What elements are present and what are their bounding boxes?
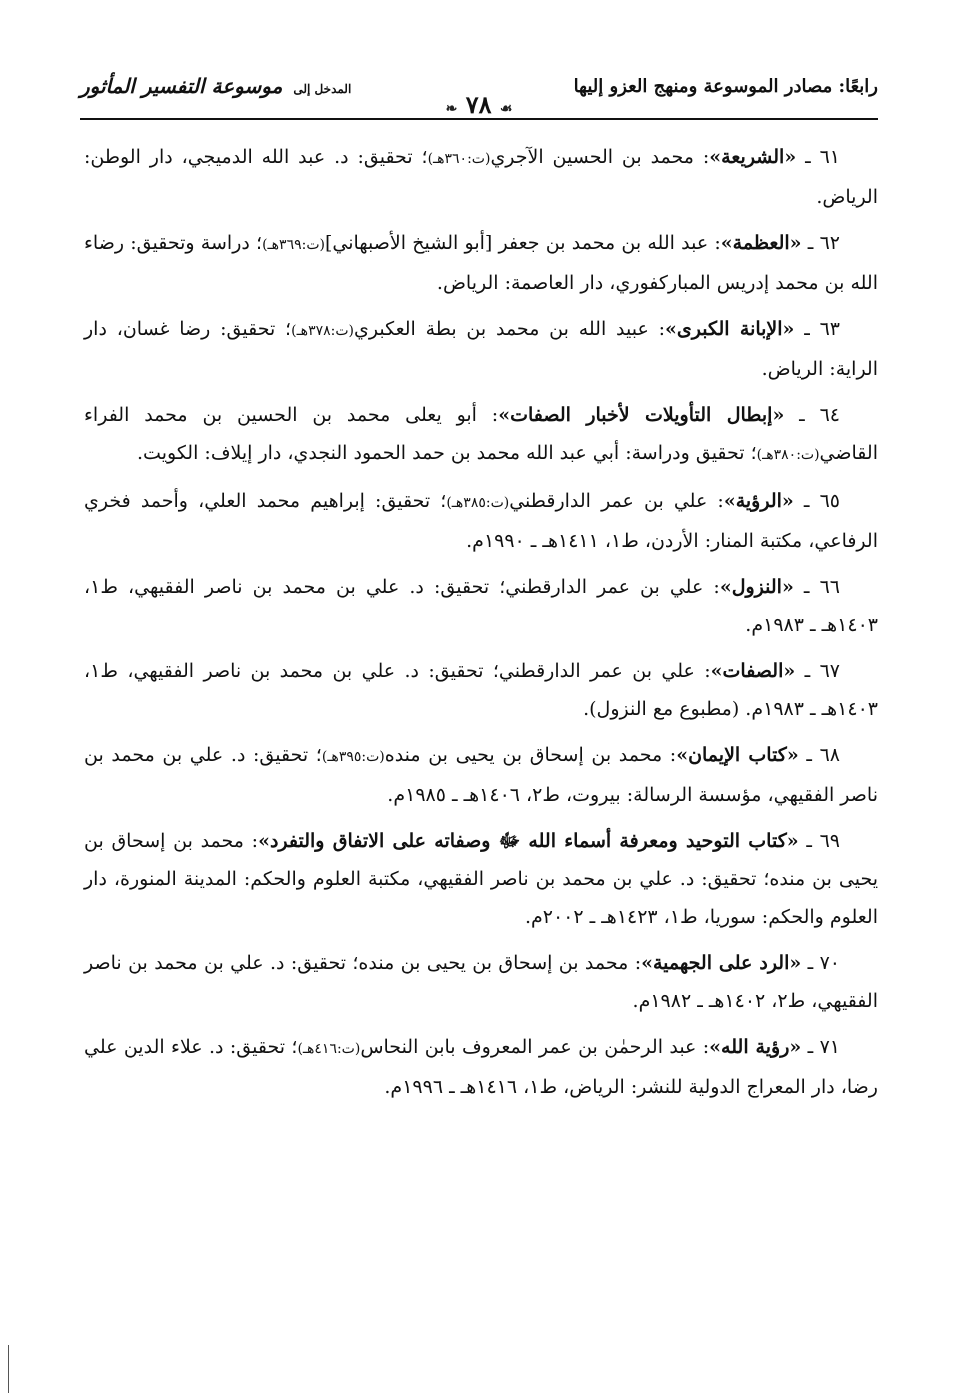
entry-death-date: (ت:٣٦٩هـ) — [262, 237, 325, 253]
entry-text: : محمد بن الحسين الآجري — [490, 146, 710, 168]
bibliography-list — [84, 138, 878, 1114]
entry-text: : علي بن عمر الدارقطني — [509, 490, 724, 512]
entry-title: «الصفات» — [710, 660, 796, 682]
entry-text: : أبو يعلى محمد بن الحسين بن محمد الفراء القاضي — [84, 404, 878, 464]
entry-title: «الرد على الجهمية» — [641, 952, 802, 974]
entry-text: ؛ تحقيق: إبراهيم محمد العلي، وأحمد فخري الرفاعي، مكتبة المنار: الأردن، ط١، ١٤١١هـ ـ ١٩٩٠م. — [84, 490, 878, 552]
entry-death-date: (ت:٤١٦هـ) — [297, 1041, 361, 1057]
entry-number: ٦٤ ـ — [799, 404, 840, 426]
entry-text: : محمد بن إسحاق بن يحيى بن منده؛ تحقيق: د. علي بن محمد بن ناصر الفقيهي، مكتبة العلوم والحكم: المدينة المنورة، دار العلوم والحكم: سوريا، ط١، ١٤٢٣هـ ـ ٢٠٠٢م. — [84, 830, 878, 928]
entry-death-date: (ت:٣٦٠هـ) — [427, 151, 491, 167]
bibliography-entry — [84, 736, 878, 814]
entry-number: ٦٥ ـ — [803, 490, 841, 512]
page-header — [80, 70, 878, 119]
entry-text: : محمد بن إسحاق بن يحيى بن منده — [384, 744, 677, 766]
entry-number: ٦٨ ـ — [806, 744, 840, 766]
section-title: رابعًا: مصادر الموسوعة ومنهج العزو إليها — [573, 76, 878, 97]
ornament-icon: ❧ — [445, 101, 458, 117]
entry-text: ؛ تحقيق: د. علاء الدين علي رضا، دار المعراج الدولية للنشر: الرياض، ط١، ١٤١٦هـ ـ ١٩٩٦م. — [84, 1036, 878, 1098]
entry-number: ٦٩ ـ — [806, 830, 841, 852]
entry-text: : علي بن عمر الدارقطني؛ تحقيق: د. علي بن محمد بن ناصر الفقيهي، ط١، ١٤٠٣هـ ـ ١٩٨٣م. (مطبوع مع النزول). — [84, 660, 878, 720]
entry-title: «كتاب الإيمان» — [676, 744, 799, 766]
entry-title: «الإبانة الكبرى» — [665, 318, 795, 340]
entry-text: : عبيد الله بن محمد بن بطة العكبري — [353, 318, 665, 340]
scan-edge-line — [8, 1345, 9, 1393]
bibliography-entry — [84, 396, 878, 474]
entry-number: ٧١ ـ — [807, 1036, 841, 1058]
entry-text: : محمد بن إسحاق بن يحيى بن منده؛ تحقيق: د. علي بن محمد بن ناصر الفقيهي، ط٢، ١٤٠٢هـ ـ ١٩٨٢م. — [84, 952, 878, 1012]
bibliography-entry — [84, 138, 878, 216]
bibliography-entry — [84, 822, 878, 936]
book-title: موسوعة التفسير المأثور — [80, 74, 283, 98]
bibliography-entry — [84, 1028, 878, 1106]
entry-text: ؛ تحقيق: د. عبد الله الدميجي، دار الوطن: الرياض. — [84, 146, 878, 208]
bibliography-entry — [84, 944, 878, 1020]
entry-text: ؛ دراسة وتحقيق: رضاء الله بن محمد إدريس المباركفوري، دار العاصمة: الرياض. — [84, 232, 878, 294]
page-number: ٧٨ — [465, 90, 492, 119]
entry-text: : علي بن عمر الدارقطني؛ تحقيق: د. علي بن محمد بن ناصر الفقيهي، ط١، ١٤٠٣هـ ـ ١٩٨٣م. — [84, 576, 878, 636]
entry-title: «النزول» — [719, 576, 794, 598]
bibliography-entry — [84, 482, 878, 560]
entry-number: ٦١ ـ — [805, 146, 840, 168]
entry-number: ٧٠ ـ — [807, 952, 841, 974]
book-title-block — [80, 74, 351, 98]
entry-title: «الرؤية» — [723, 490, 794, 512]
entry-death-date: (ت:٣٩٥هـ) — [321, 749, 385, 765]
entry-death-date: (ت:٣٧٨هـ) — [291, 323, 354, 339]
entry-death-date: (ت:٣٨٥هـ) — [446, 495, 510, 511]
entry-text: ؛ تحقيق: رضا غسان، دار الراية: الرياض. — [84, 318, 878, 380]
entry-number: ٦٣ ـ — [804, 318, 841, 340]
ornament-icon: ☙ — [499, 101, 513, 117]
bibliography-entry — [84, 652, 878, 728]
bibliography-entry — [84, 310, 878, 388]
book-prefix: المدخل إلى — [293, 82, 352, 96]
entry-text: : عبد الرحمٰن بن عمر المعروف بابن النحاس — [360, 1036, 710, 1058]
entry-number: ٦٢ ـ — [807, 232, 840, 254]
entry-death-date: (ت:٣٨٠هـ) — [756, 447, 820, 463]
entry-title: «كتاب التوحيد ومعرفة أسماء الله ﷻ وصفاته على الاتفاق والتفرد» — [258, 830, 799, 852]
bibliography-entry — [84, 568, 878, 644]
entry-title: «العظمة» — [720, 232, 802, 254]
header-divider — [80, 118, 878, 120]
entry-text: : عبد الله بن محمد بن جعفر [أبو الشيخ الأصبهاني] — [324, 232, 721, 254]
bibliography-entry — [84, 224, 878, 302]
entry-text: ؛ تحقيق ودراسة: أبي عبد الله محمد بن حمد الحمود النجدي، دار إيلاف: الكويت. — [137, 442, 757, 464]
entry-number: ٦٦ ـ — [803, 576, 841, 598]
entry-title: «إبطال التأويلات لأخبار الصفات» — [498, 404, 785, 426]
entry-title: «رؤية الله» — [709, 1036, 802, 1058]
entry-number: ٦٧ ـ — [804, 660, 841, 682]
entry-text: ؛ تحقيق: د. علي بن محمد بن ناصر الفقيهي، مؤسسة الرسالة: بيروت، ط٢، ١٤٠٦هـ ـ ١٩٨٥م. — [84, 744, 878, 806]
entry-title: «الشريعة» — [709, 146, 797, 168]
